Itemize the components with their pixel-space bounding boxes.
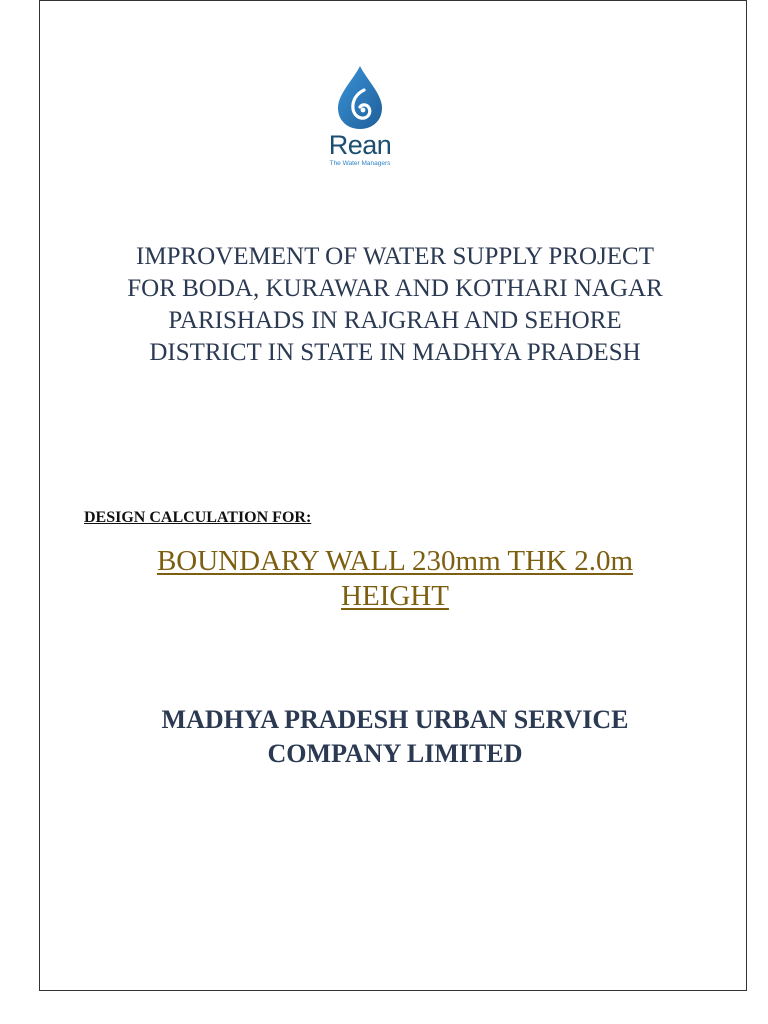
client-name [60,703,730,771]
water-drop-icon [320,64,400,130]
project-title-line: PARISHADS IN RAJGRAH AND SEHORE [168,307,622,334]
rean-logo [320,64,400,172]
project-title-line: DISTRICT IN STATE IN MADHYA PRADESH [149,339,641,366]
design-subject-line: BOUNDARY WALL 230mm THK 2.0m [156,545,634,577]
project-title-line: IMPROVEMENT OF WATER SUPPLY PROJECT [136,243,654,270]
project-title [60,241,730,369]
design-subject-line: HEIGHT [341,580,449,612]
logo-brand-text: Rean [328,130,392,160]
client-name-line: COMPANY LIMITED [267,739,523,768]
design-subject [60,544,730,614]
design-calculation-label: DESIGN CALCULATION FOR: [84,509,312,526]
logo-tagline: The Water Managers [329,160,391,167]
client-name-line: MADHYA PRADESH URBAN SERVICE [161,705,629,734]
project-title-line: FOR BODA, KURAWAR AND KOTHARI NAGAR [127,275,663,302]
